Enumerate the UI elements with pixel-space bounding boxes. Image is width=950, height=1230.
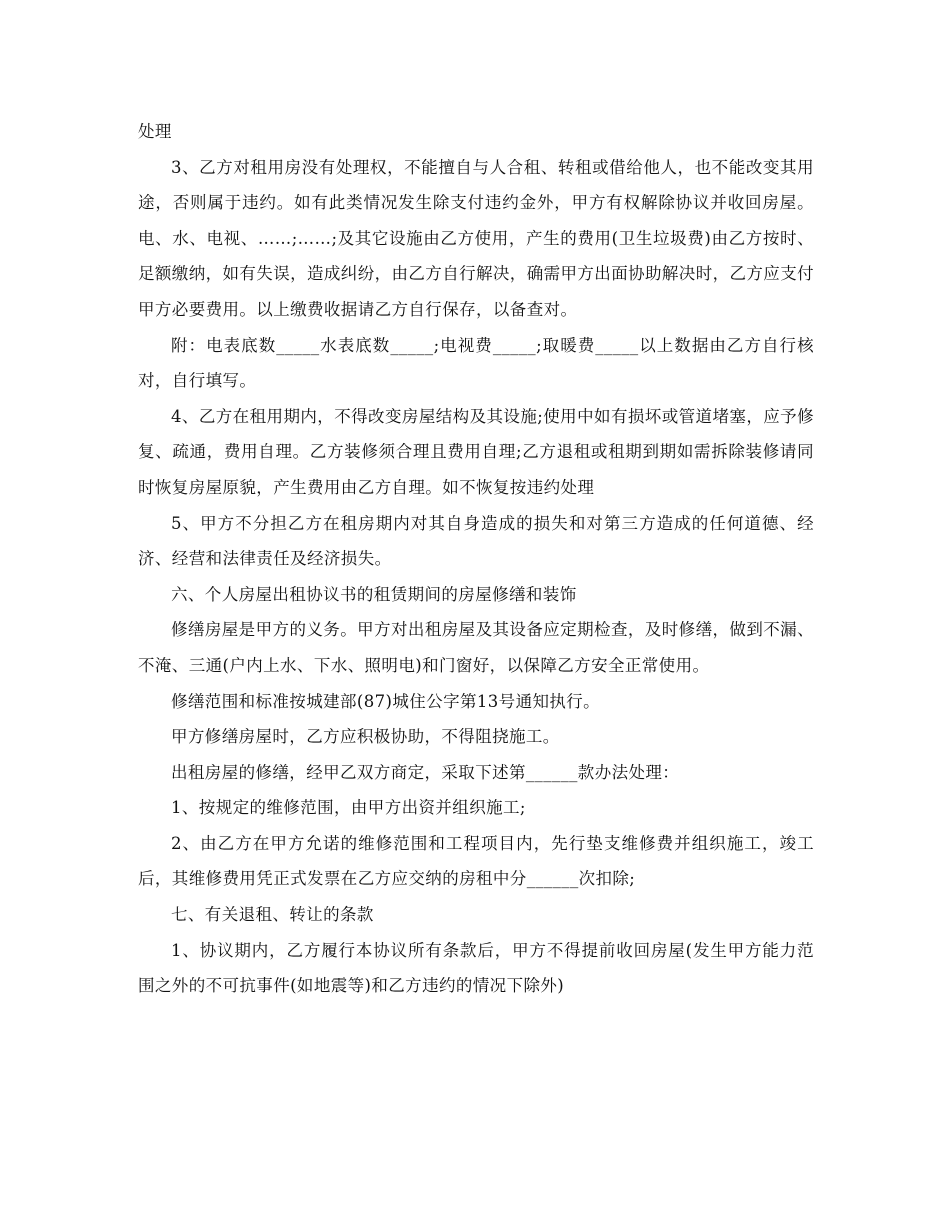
paragraph-14: 1、协议期内，乙方履行本协议所有条款后，甲方不得提前收回房屋(发生甲方能力范围之外的不可抗事件(如地震等)和乙方违约的情况下除外)	[138, 940, 814, 996]
paragraph-6: 六、个人房屋出租协议书的租赁期间的房屋修缮和装饰	[171, 584, 577, 604]
paragraph-2: 3、乙方对租用房没有处理权，不能擅自与人合租、转租或借给他人，也不能改变其用途，否则属于违约。如有此类情况发生除支付违约金外，甲方有权解除协议并收回房屋。电、水、电视、……;……;及其它设施由乙方使用，产生的费用(卫生垃圾费)由乙方按时、足额缴纳，如有失误，造成纠纷，由乙方自行解决，确需甲方出面协助解决时，乙方应支付甲方必要费用。以上缴费收据请乙方自行保存，以备查对。	[138, 157, 814, 319]
paragraph-9: 甲方修缮房屋时，乙方应积极协助，不得阻挠施工。	[171, 727, 560, 747]
paragraph-10: 出租房屋的修缮，经甲乙双方商定，采取下述第______款办法处理：	[171, 762, 680, 782]
paragraph-11: 1、按规定的维修范围，由甲方出资并组织施工;	[171, 798, 526, 818]
paragraph-7: 修缮房屋是甲方的义务。甲方对出租房屋及其设备应定期检查，及时修缮，做到不漏、不淹、三通(户内上水、下水、照明电)和门窗好，以保障乙方安全正常使用。	[138, 620, 814, 675]
paragraph-4: 4、乙方在租用期内，不得改变房屋结构及其设施;使用中如有损坏或管道堵塞，应予修复、疏通，费用自理。乙方装修须合理且费用自理;乙方退租或租期到期如需拆除装修请同时恢复房屋原貌，产生费用由乙方自理。如不恢复按违约处理	[138, 406, 814, 497]
paragraph-12: 2、由乙方在甲方允诺的维修范围和工程项目内，先行垫支维修费并组织施工，竣工后，其维修费用凭正式发票在乙方应交纳的房租中分______次扣除;	[138, 833, 814, 889]
paragraph-13: 七、有关退租、转让的条款	[171, 905, 374, 925]
paragraph-1: 处理	[138, 122, 172, 141]
paragraph-3: 附：电表底数_____水表底数_____;电视费_____;取暖费_____以上数据由乙方自行核对，自行填写。	[138, 335, 814, 391]
paragraph-8: 修缮范围和标准按城建部(87)城住公字第13号通知执行。	[171, 691, 601, 711]
document-body	[138, 114, 814, 1004]
paragraph-5: 5、甲方不分担乙方在租房期内对其自身造成的损失和对第三方造成的任何道德、经济、经营和法律责任及经济损失。	[138, 513, 814, 569]
